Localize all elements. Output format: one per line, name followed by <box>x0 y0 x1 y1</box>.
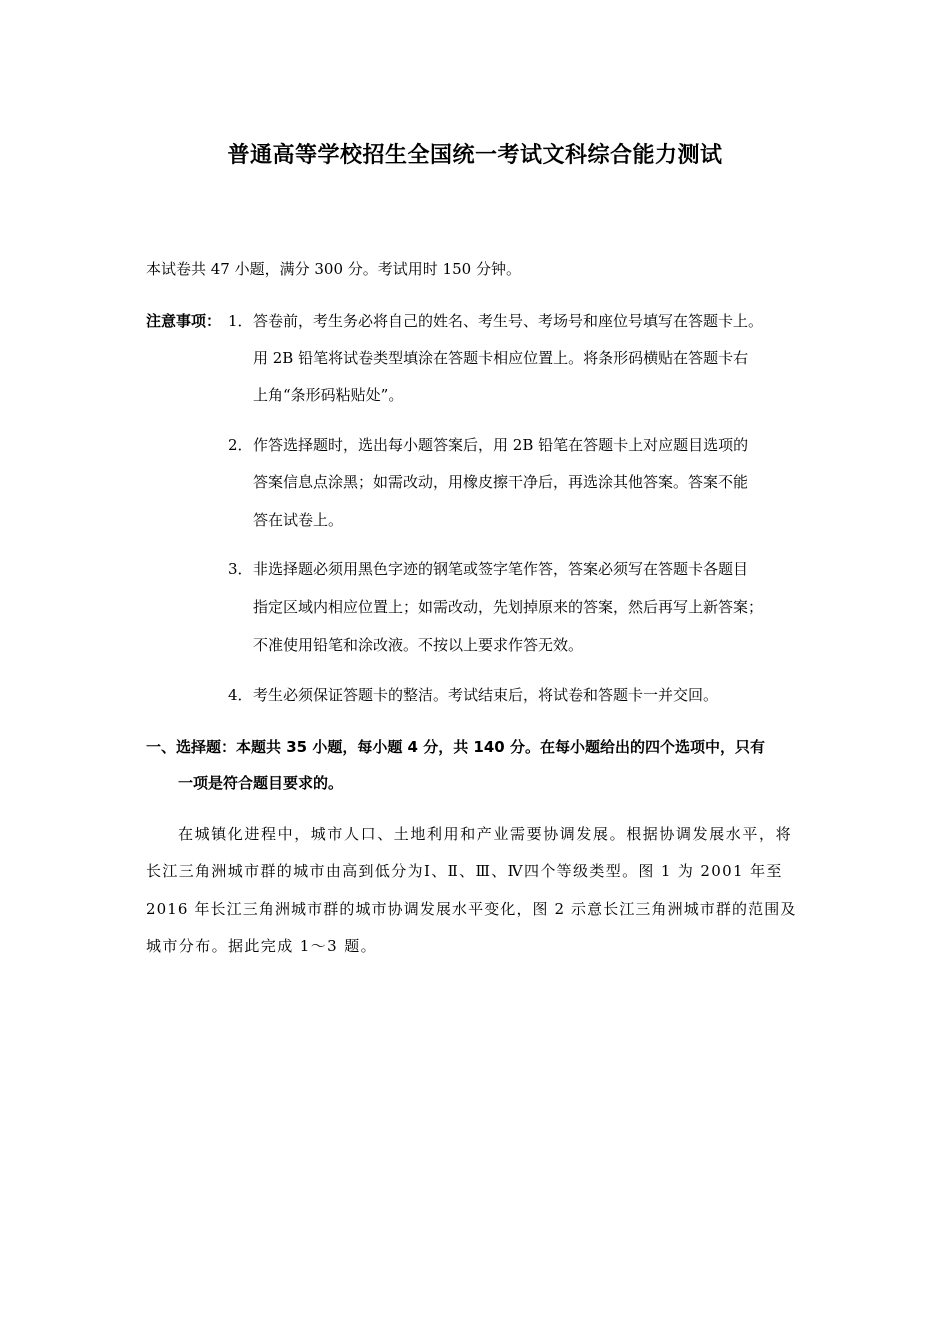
note-4-number: 4． <box>228 686 253 704</box>
note-2-number: 2． <box>228 436 253 454</box>
note-3-line-3: 不准使用铅笔和涂改液。不按以上要求作答无效。 <box>253 636 584 654</box>
exam-intro: 本试卷共 47 小题，满分 300 分。考试用时 150 分钟。 <box>146 260 521 278</box>
note-1-line-3: 上角“条形码粘贴处”。 <box>253 386 404 404</box>
note-1-line-1: 答卷前，考生务必将自己的姓名、考生号、考场号和座位号填写在答题卡上。 <box>253 312 764 330</box>
passage-line-2: 长江三角洲城市群的城市由高到低分为Ⅰ、Ⅱ、Ⅲ、Ⅳ四个等级类型。图 1 为 2001 年至 <box>146 862 783 880</box>
note-2-line-2: 答案信息点涂黑；如需改动，用橡皮擦干净后，再选涂其他答案。答案不能 <box>253 473 749 491</box>
section-heading-line-2: 一项是符合题目要求的。 <box>178 774 344 792</box>
page-title: 普通高等学校招生全国统一考试文科综合能力测试 <box>227 142 723 168</box>
note-1-number: 1． <box>228 312 253 330</box>
note-2-line-1: 作答选择题时，选出每小题答案后，用 2B 铅笔在答题卡上对应题目选项的 <box>253 436 749 454</box>
section-heading-line-1: 一、选择题：本题共 35 小题，每小题 4 分，共 140 分。在每小题给出的四个选项中，只有 <box>146 738 765 756</box>
passage-line-3: 2016 年长江三角洲城市群的城市协调发展水平变化，图 2 示意长江三角洲城市群的范围及 <box>146 900 797 918</box>
note-1-line-2: 用 2B 铅笔将试卷类型填涂在答题卡相应位置上。将条形码横贴在答题卡右 <box>253 349 749 367</box>
note-3-line-1: 非选择题必须用黑色字迹的钢笔或签字笔作答，答案必须写在答题卡各题目 <box>253 560 749 578</box>
passage-line-1: 在城镇化进程中，城市人口、土地利用和产业需要协调发展。根据协调发展水平，将 <box>178 825 793 843</box>
note-4-line-1: 考生必须保证答题卡的整洁。考试结束后，将试卷和答题卡一并交回。 <box>253 686 719 704</box>
note-2-line-3: 答在试卷上。 <box>253 511 344 529</box>
note-3-line-2: 指定区域内相应位置上；如需改动，先划掉原来的答案，然后再写上新答案； <box>253 598 764 616</box>
notes-heading: 注意事项： <box>146 312 222 330</box>
passage-line-4: 城市分布。据此完成 1～3 题。 <box>146 937 378 955</box>
note-3-number: 3． <box>228 560 253 578</box>
